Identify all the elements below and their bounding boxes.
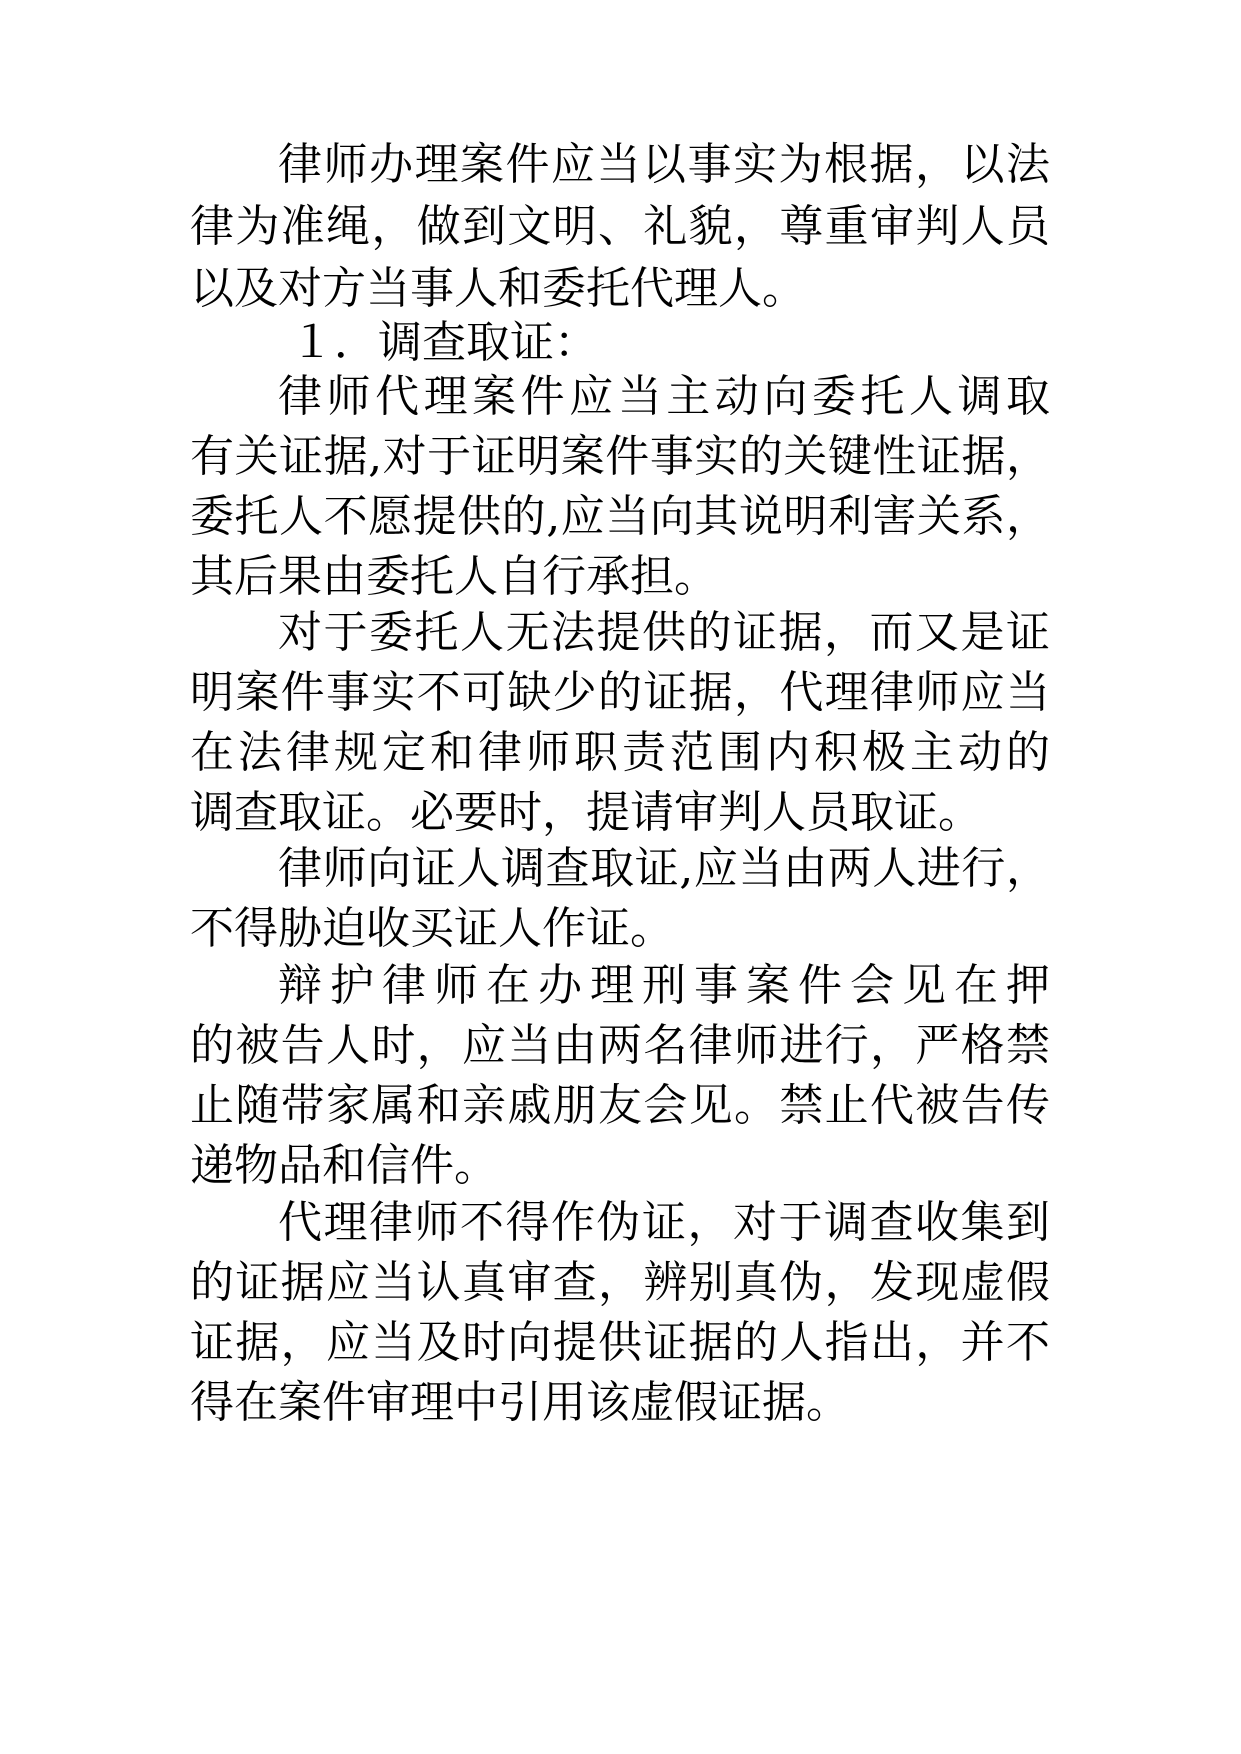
paragraph-line: 在法律规定和律师职责范围内积极主动的 — [190, 727, 1050, 778]
paragraph-line: 律师代理案件应当主动向委托人调取 — [278, 371, 1050, 422]
paragraph-line: 辩护律师在办理刑事案件会见在押 — [278, 960, 1050, 1011]
paragraph-line: 止随带家属和亲戚朋友会见。禁止代被告传 — [190, 1080, 1050, 1131]
paragraph-line: 递物品和信件。 — [190, 1140, 498, 1191]
paragraph-line: 以及对方当事人和委托代理人。 — [190, 263, 806, 314]
paragraph-line: 律师向证人调查取证,应当由两人进行， — [278, 843, 1050, 894]
paragraph-line: 对于委托人无法提供的证据，而又是证 — [278, 607, 1050, 658]
paragraph-line: 律师办理案件应当以事实为根据，以法 — [278, 139, 1050, 190]
paragraph-line: 证据，应当及时向提供证据的人指出，并不 — [190, 1317, 1050, 1368]
paragraph-line: 调查取证。必要时，提请审判人员取证。 — [190, 787, 982, 838]
paragraph-line: 律为准绳，做到文明、礼貌，尊重审判人员 — [190, 201, 1050, 252]
paragraph-line: 的被告人时，应当由两名律师进行，严格禁 — [190, 1020, 1050, 1071]
paragraph-line: 不得胁迫收买证人作证。 — [190, 903, 674, 954]
paragraph-line: 代理律师不得作伪证，对于调查收集到 — [278, 1197, 1050, 1248]
section-heading: １．调查取证： — [290, 317, 598, 368]
paragraph-line: 得在案件审理中引用该虚假证据。 — [190, 1377, 850, 1428]
paragraph-line: 其后果由委托人自行承担。 — [190, 551, 718, 602]
paragraph-line: 的证据应当认真审查，辨别真伪，发现虚假 — [190, 1257, 1050, 1308]
paragraph-line: 明案件事实不可缺少的证据，代理律师应当 — [190, 667, 1050, 718]
paragraph-line: 委托人不愿提供的,应当向其说明利害关系， — [190, 491, 1050, 542]
paragraph-line: 有关证据,对于证明案件事实的关键性证据， — [190, 431, 1050, 482]
